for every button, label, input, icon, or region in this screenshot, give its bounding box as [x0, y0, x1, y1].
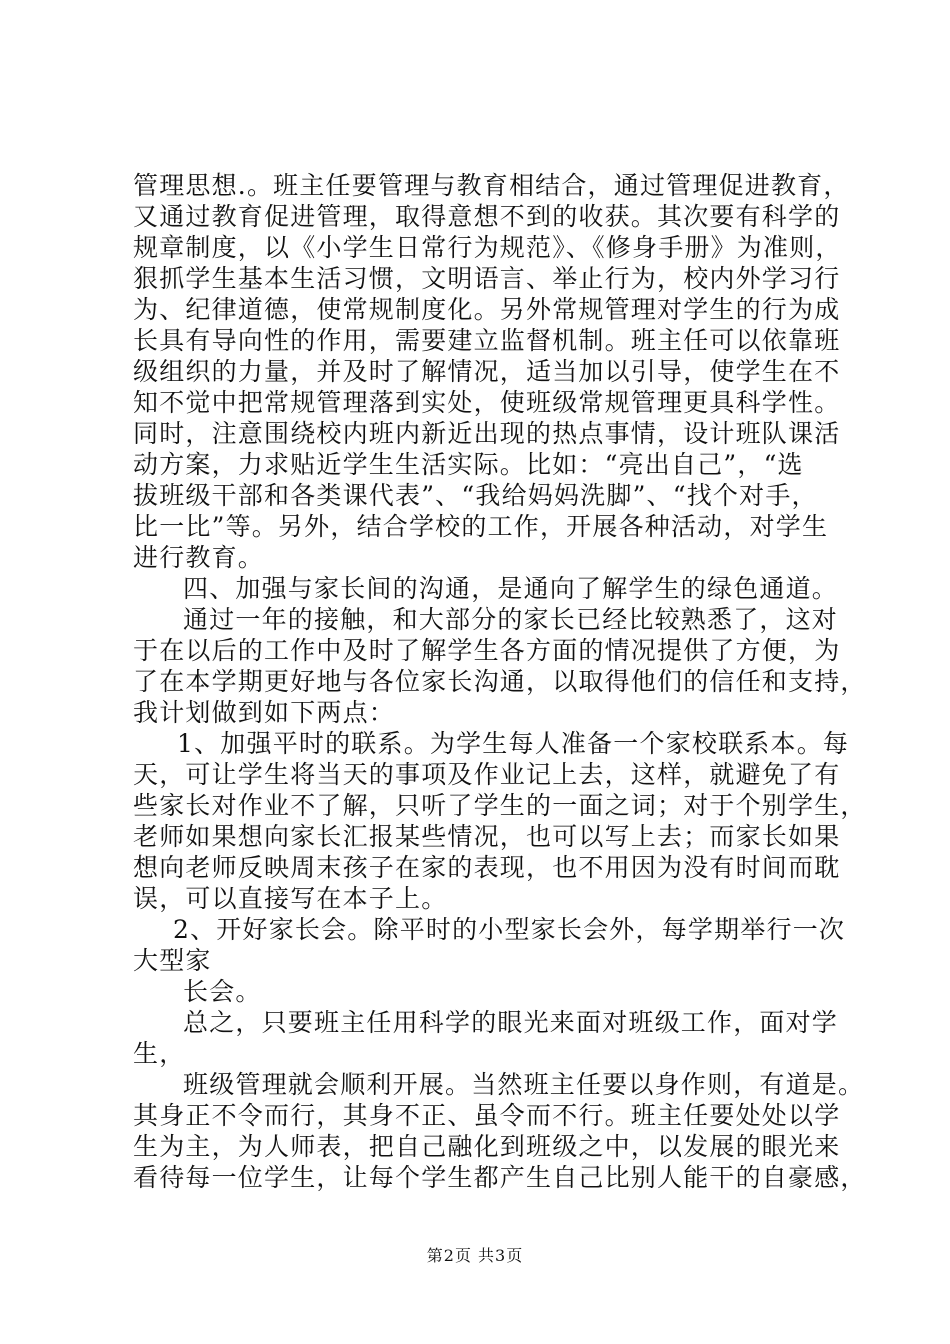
text-line: 狠抓学生基本生活习惯，文明语言、举止行为，校内外学习行: [133, 264, 841, 293]
text-line: 生，: [133, 1039, 186, 1068]
text-line: 长会。: [183, 977, 262, 1006]
text-line: 比一比”等。另外，结合学校的工作，开展各种活动，对学生: [133, 512, 829, 541]
text-line: 生为主，为人师表，把自己融化到班级之中，以发展的眼光来: [133, 1132, 841, 1161]
text-line: 为、纪律道德，使常规制度化。另外常规管理对学生的行为成: [133, 295, 841, 324]
text-line: 同时，注意围绕校内班内新近出现的热点事情，设计班队课活: [133, 419, 841, 448]
text-line: 其身正不令而行，其身不正、虽令而不行。班主任要处处以学: [133, 1101, 841, 1130]
text-line: 了在本学期更好地与各位家长沟通，以取得他们的信任和支持，: [133, 667, 867, 696]
text-line: 进行教育。: [133, 543, 265, 572]
text-line: 2、开好家长会。除平时的小型家长会外，每学期举行一次: [173, 915, 846, 944]
body-text: [133, 170, 867, 1193]
text-line: 知不觉中把常规管理落到实处，使班级常规管理更具科学性。: [133, 388, 841, 417]
section-heading: 四、加强与家长间的沟通，是通向了解学生的绿色通道。: [183, 574, 839, 603]
text-line: 于在以后的工作中及时了解学生各方面的情况提供了方便，为: [133, 636, 841, 665]
text-line: 通过一年的接触，和大部分的家长已经比较熟悉了，这对: [183, 605, 839, 634]
text-line: 班级管理就会顺利开展。当然班主任要以身作则，有道是。: [183, 1070, 865, 1099]
text-line: 级组织的力量，并及时了解情况，适当加以引导，使学生在不: [133, 357, 841, 386]
text-line: 想向老师反映周末孩子在家的表现，也不用因为没有时间而耽: [133, 853, 841, 882]
text-line: 误，可以直接写在本子上。: [133, 884, 448, 913]
text-line: 看待每一位学生，让每个学生都产生自己比别人能干的自豪感，: [133, 1163, 867, 1192]
text-line: 老师如果想向家长汇报某些情况，也可以写上去；而家长如果: [133, 822, 841, 851]
text-line: 1、加强平时的联系。为学生每人准备一个家校联系本。每: [177, 729, 850, 758]
text-line: 拔班级干部和各类课代表”、“我给妈妈洗脚”、“找个对手，: [133, 481, 818, 510]
text-line: 些家长对作业不了解，只听了学生的一面之词；对于个别学生，: [133, 791, 867, 820]
text-line: 我计划做到如下两点：: [133, 698, 396, 727]
text-line: 管理思想.。班主任要管理与教育相结合，通过管理促进教育，: [133, 171, 850, 200]
text-line: 大型家: [133, 946, 212, 975]
page-footer: 第2页 共3页: [426, 1246, 524, 1265]
text-line: 总之，只要班主任用科学的眼光来面对班级工作，面对学: [183, 1008, 839, 1037]
text-line: 规章制度，以《小学生日常行为规范》、《修身手册》为准则，: [133, 233, 842, 262]
text-line: 又通过教育促进管理，取得意想不到的收获。其次要有科学的: [133, 202, 841, 231]
text-line: 天，可让学生将当天的事项及作业记上去，这样，就避免了有: [133, 760, 841, 789]
text-line: 动方案，力求贴近学生生活实际。比如：“亮出自己”，“选: [133, 450, 804, 479]
text-line: 长具有导向性的作用，需要建立监督机制。班主任可以依靠班: [133, 326, 841, 355]
